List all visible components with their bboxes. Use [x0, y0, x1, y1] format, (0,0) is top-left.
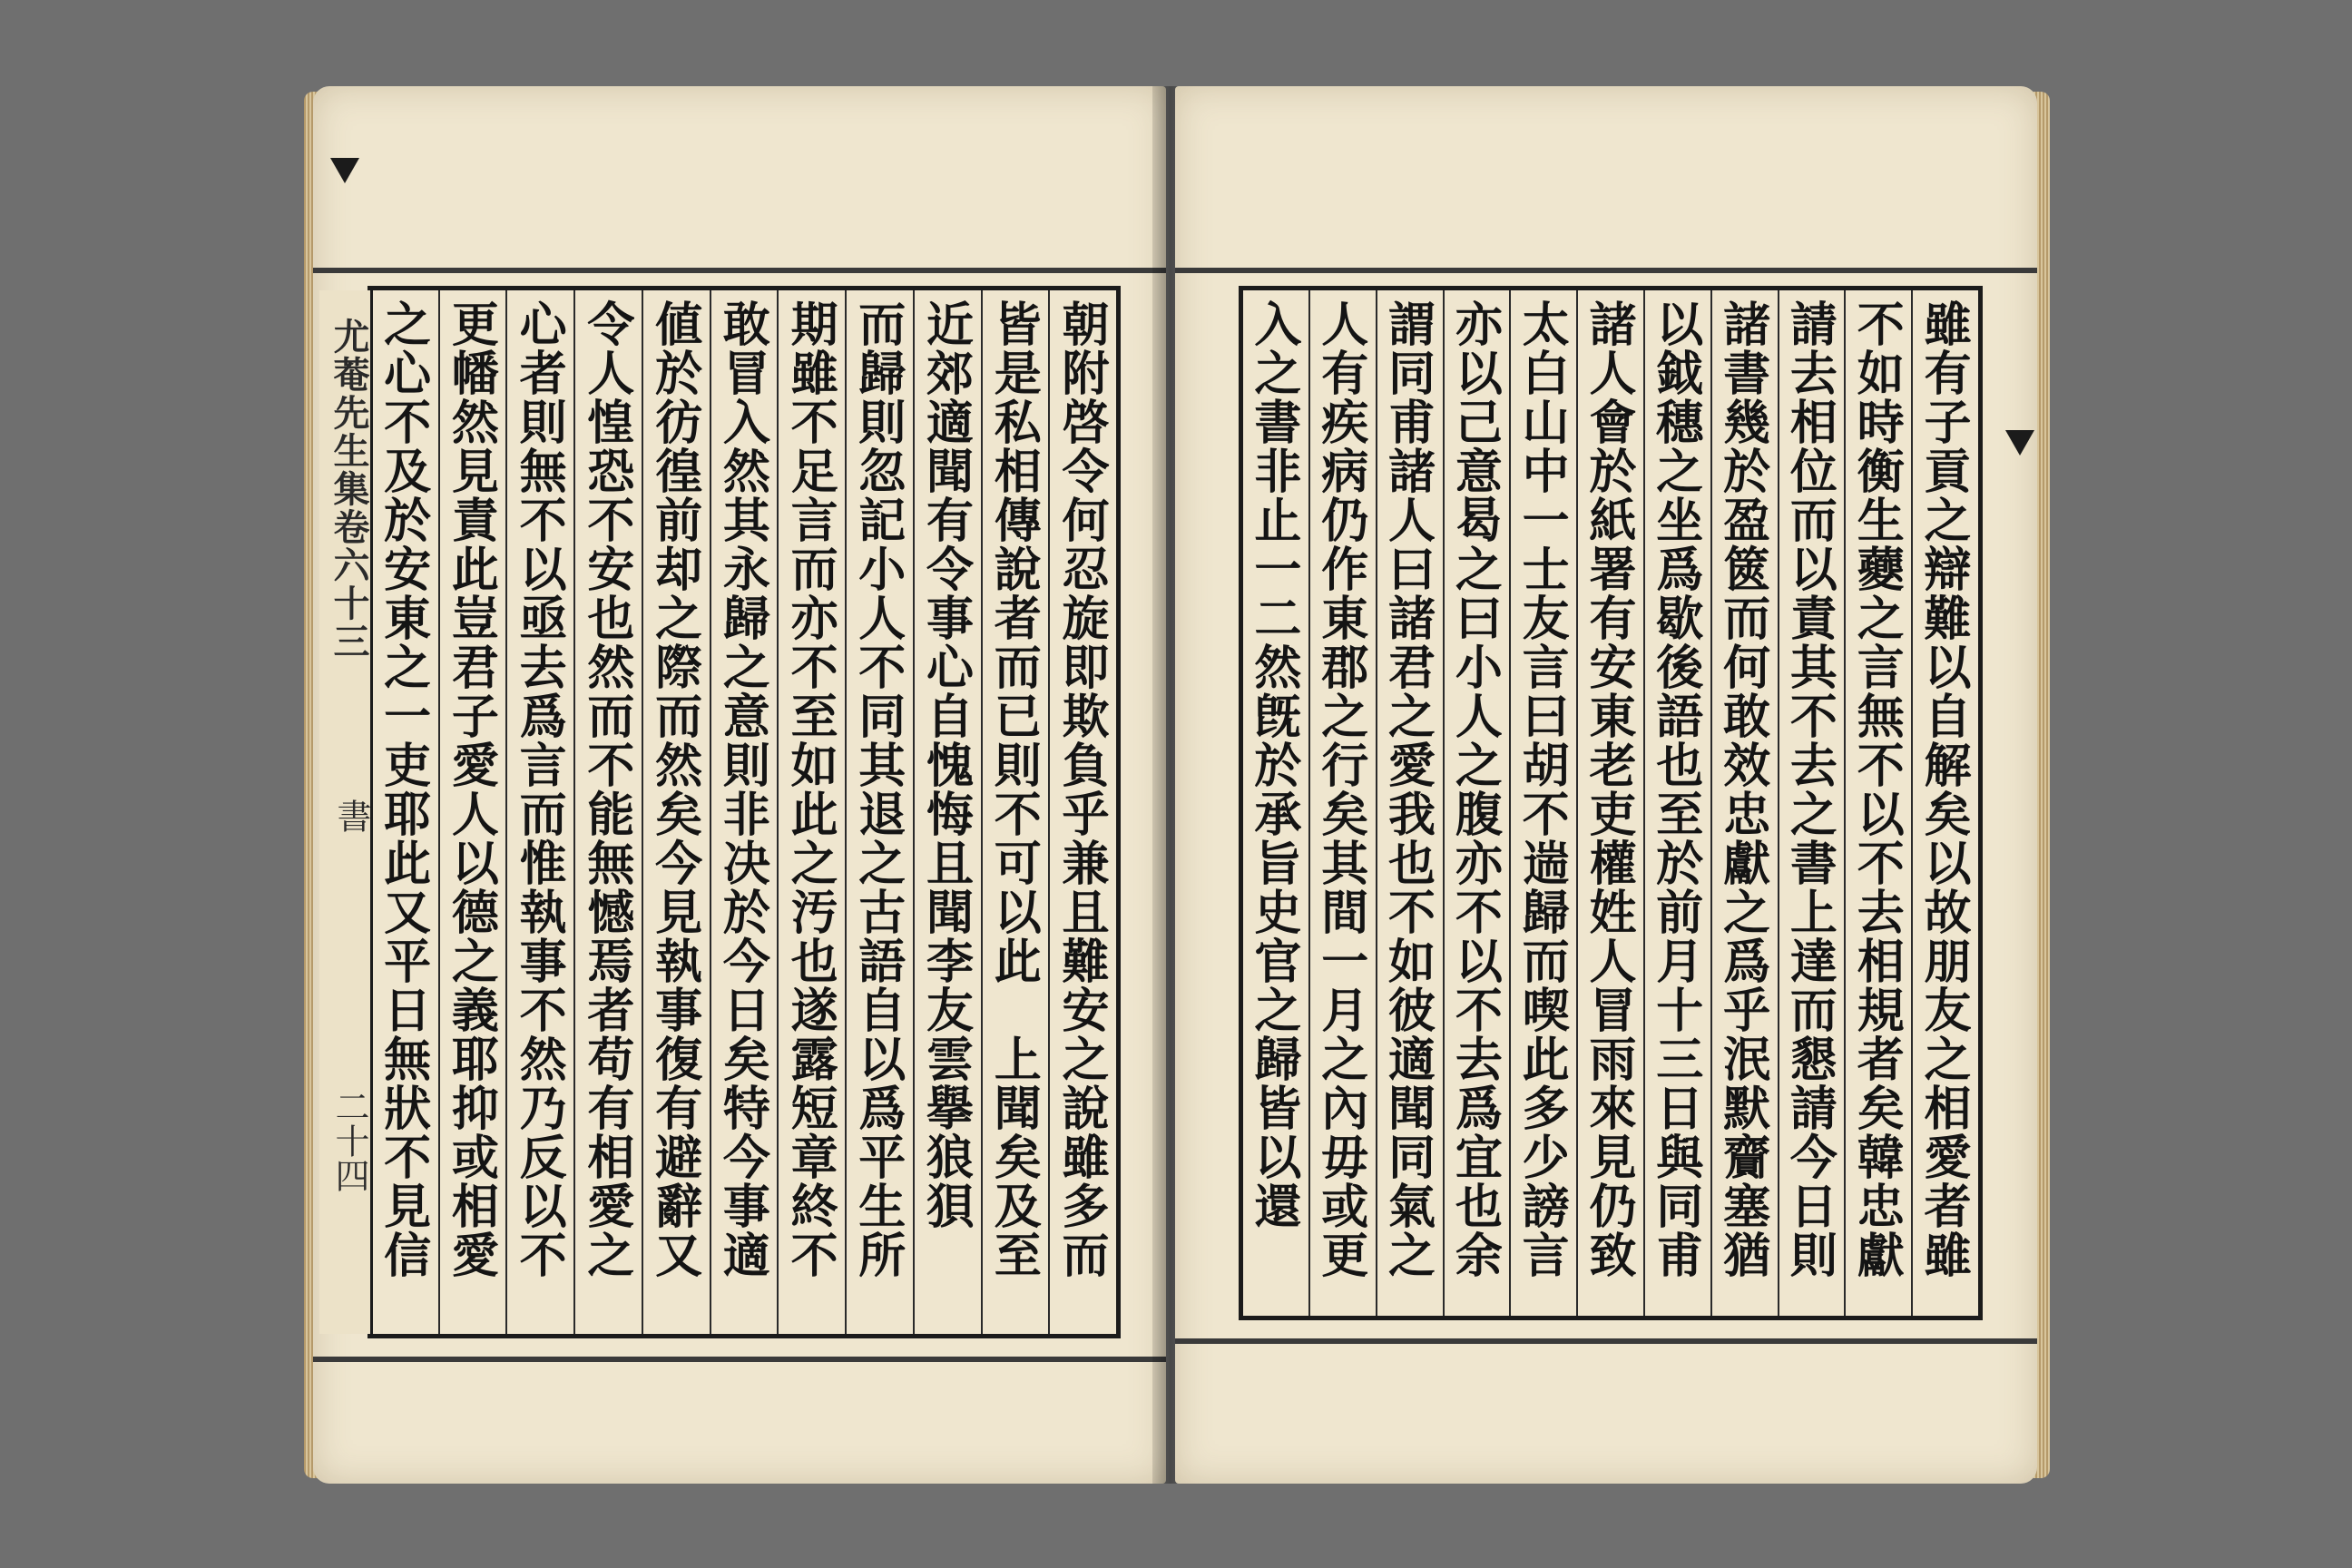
fishtail-mark-icon [321, 154, 367, 191]
right-text-columns [1243, 290, 1978, 1316]
text-column: 入之書非止一二然旣於承旨史官之歸皆以還 [1245, 299, 1301, 1230]
text-column: 太白山中一士友言曰胡不遄歸而喫此多少謗言 [1509, 290, 1576, 1316]
text-column: 値於彷徨前却之際而然矣今見執事復有避辭又 [642, 290, 710, 1334]
left-text-frame [328, 286, 1121, 1338]
text-column: 朝附啓令何忍旋即欺負乎兼且難安之說雖多而 [1048, 290, 1116, 1334]
binding-thread [1175, 268, 2037, 273]
text-column: 近郊適聞有令事心自愧悔且聞李友雲擧狼狽 [913, 290, 981, 1334]
text-column: 謂同甫諸人曰諸君之愛我也不如彼適聞同氣之 [1376, 290, 1443, 1316]
page-margin-column [319, 290, 373, 1334]
text-column: 之心不及於安東之一吏耶此又平日無狀不見信 [375, 299, 431, 1279]
left-page [313, 86, 1166, 1484]
page-number: 二十四 [329, 1089, 369, 1192]
text-column: 心者則無不以亟去爲言而惟執事不然乃反以不 [505, 290, 573, 1334]
text-column: 雖有子貢之辯難以自解矣以故朋友之相愛者雖 [1911, 290, 1978, 1316]
text-column: 人有疾病仍作東郡之行矣其間一月之內毋或更 [1308, 290, 1376, 1316]
text-column: 期雖不足言而亦不至如此之汚也遂露短章終不 [777, 290, 845, 1334]
binding-thread [313, 1357, 1166, 1362]
text-column: 亦以己意曷之曰小人之腹亦不以不去爲宜也余 [1443, 290, 1510, 1316]
binding-thread [1175, 1338, 2037, 1344]
left-text-columns [372, 290, 1116, 1334]
open-book [313, 86, 2037, 1484]
text-column: 諸書幾於盈篋而何敢效忠獻之爲乎泯默齎塞猶 [1710, 290, 1778, 1316]
text-column: 敢冒入然其永歸之意則非决於今日矣特今事適 [710, 290, 778, 1334]
text-column: 諸人會於紙署有安東老吏權姓人冒雨來見仍致 [1576, 290, 1643, 1316]
text-column: 更幡然見責此豈君子愛人以德之義耶抑或相愛 [438, 290, 506, 1334]
text-column: 令人惶恐不安也然而不能無憾焉者苟有相愛之 [573, 290, 642, 1334]
fishtail-mark-icon [1996, 426, 2042, 463]
text-column: 不如時衡生蘷之言無不以不去相規者矣韓忠獻 [1844, 290, 1911, 1316]
right-text-frame [1239, 286, 1983, 1320]
section-label: 書 [331, 799, 371, 833]
text-column: 皆是私相傳說者而已則不可以此 上聞矣及至 [981, 290, 1049, 1334]
text-column: 以鉞穗之坐爲歇後語也至於前月十三日與同甫 [1643, 290, 1710, 1316]
text-column: 請去相位而以責其不去之書上達而懇請今日則 [1778, 290, 1845, 1316]
binding-thread [313, 268, 1166, 273]
text-column: 而歸則忽記小人不同其退之古語自以爲平生所 [845, 290, 913, 1334]
book-title: 尤菴先生集卷六十三 [328, 318, 370, 661]
